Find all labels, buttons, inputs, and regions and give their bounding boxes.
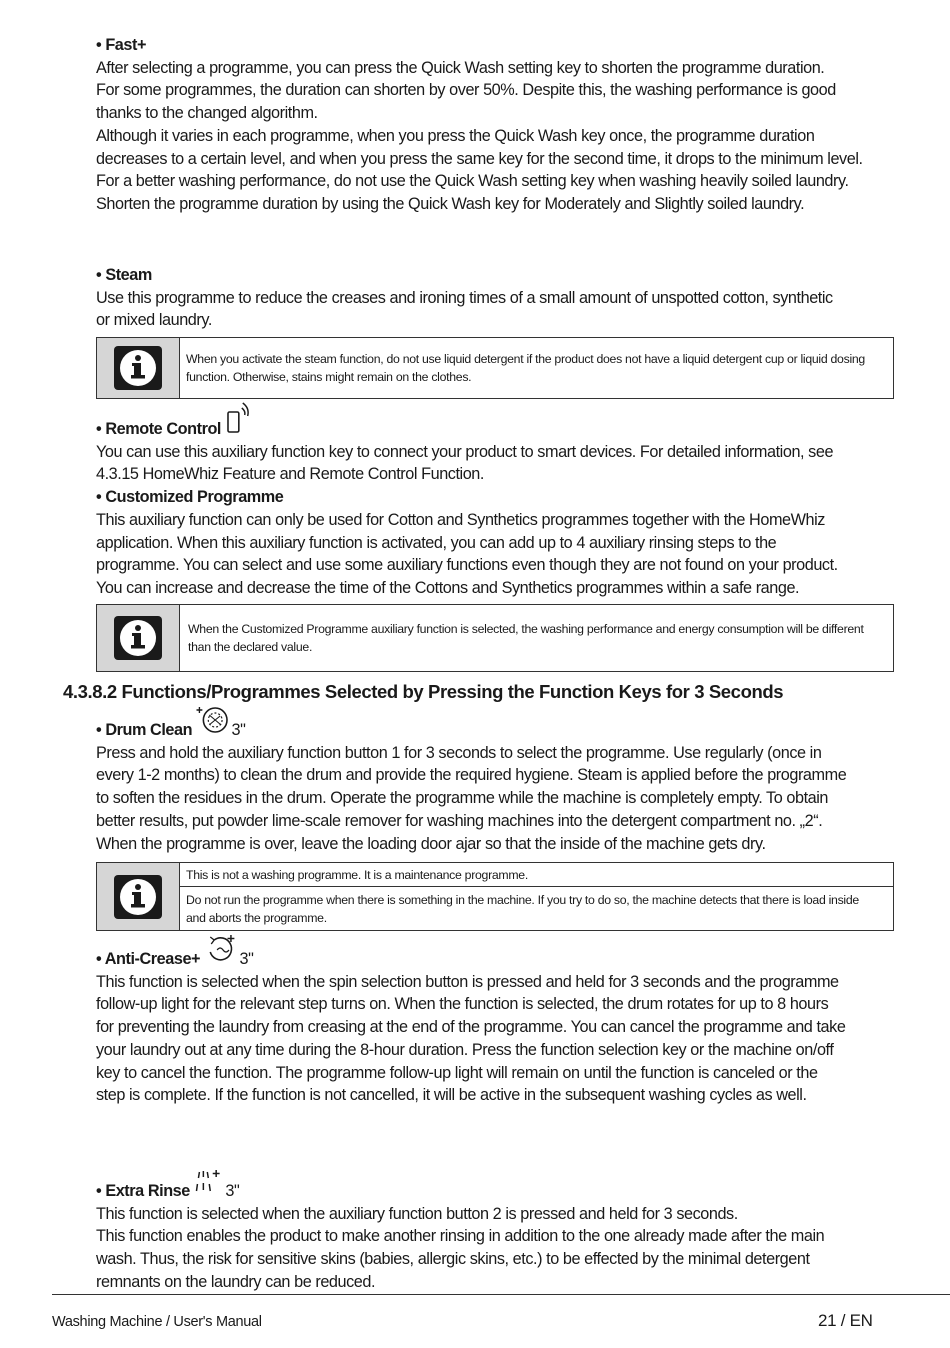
extra-rinse-duration: 3" — [225, 1182, 240, 1200]
anti-crease-duration: 3" — [239, 950, 254, 968]
anti-crease-line: follow-up light for the relevant step turns on. When the function is selected, the drum rotates for up to 8 hours — [96, 995, 829, 1014]
remote-control-line: 4.3.15 HomeWhiz Feature and Remote Control Function. — [96, 465, 484, 484]
customized-programme-line: You can increase and decrease the time of the Cottons and Synthetics programmes within a safe range. — [96, 578, 800, 597]
anti-crease-line: This function is selected when the spin selection button is pressed and held for 3 seconds and the programme — [96, 972, 839, 991]
drum-clean-heading-row — [96, 705, 884, 742]
info-icon — [113, 874, 163, 920]
anti-crease-section — [96, 934, 884, 1107]
anti-crease-line: key to cancel the function. The programme follow-up light will remain on until the function is canceled or the — [96, 1063, 818, 1082]
fast-plus-line: Shorten the programme duration by using the Quick Wash key for Moderately and Slightly soiled laundry. — [96, 194, 805, 213]
customized-programme-line: application. When this auxiliary function is activated, you can add up to 4 auxiliary rinsing steps to the — [96, 533, 777, 552]
steam-line: or mixed laundry. — [96, 311, 212, 330]
extra-rinse-line: wash. Thus, the risk for sensitive skins (babies, allergic skins, etc.) to be effected by the minimal detergent — [96, 1250, 810, 1269]
fast-plus-line: decreases to a certain level, and when you press the same key for the second time, it drops to the minimum level. — [96, 149, 863, 168]
footer-page-number: 21 / EN — [818, 1311, 873, 1330]
anti-crease-line: your laundry out at any time during the 8-hour duration. Press the function selection key or the machine on/off — [96, 1040, 834, 1059]
drum-clean-duration: 3" — [231, 721, 246, 739]
drum-clean-line: to soften the residues in the drum. Operate the programme while the machine is completely empty. To obtain — [96, 789, 829, 808]
drum-clean-info-note — [96, 862, 894, 931]
info-icon-cell — [97, 338, 180, 398]
customized-note-text: When the Customized Programme auxiliary function is selected, the washing performance and energy consumption will be different than the declared value. — [188, 622, 864, 654]
remote-control-line: You can use this auxiliary function key to connect your product to smart devices. For detailed information, see — [96, 442, 834, 461]
anti-crease-line: step is complete. If the function is not cancelled, it will be active in the subsequent washing cycles as well. — [96, 1086, 807, 1105]
anti-crease-heading: • Anti-Crease+ — [96, 950, 201, 968]
fast-plus-line: Although it varies in each programme, when you press the Quick Wash key once, the programme duration — [96, 126, 815, 145]
info-icon-cell — [97, 863, 180, 930]
fast-plus-line: For a better washing performance, do not use the Quick Wash setting key when washing heavily soiled laundry. — [96, 172, 849, 191]
extra-rinse-heading-row — [96, 1168, 884, 1203]
info-icon — [113, 615, 163, 661]
steam-section — [96, 264, 884, 332]
drum-clean-line: Press and hold the auxiliary function button 1 for 3 seconds to select the programme. Use regularly (once in — [96, 743, 822, 762]
anti-crease-icon — [204, 934, 239, 971]
fast-plus-section — [96, 34, 884, 216]
drum-clean-note-row: This is not a washing programme. It is a maintenance programme. — [186, 868, 528, 882]
drum-clean-icon — [196, 705, 231, 742]
fast-plus-line: thanks to the changed algorithm. — [96, 104, 318, 123]
customized-programme-line: programme. You can select and use some auxiliary functions even though they are not found on your product. — [96, 556, 838, 575]
extra-rinse-heading: • Extra Rinse — [96, 1182, 190, 1200]
steam-line: Use this programme to reduce the creases and ironing times of a small amount of unspotted cotton, synthetic — [96, 288, 833, 307]
smartphone-signal-icon — [225, 402, 253, 441]
extra-rinse-line: This function is selected when the auxiliary function button 2 is pressed and held for 3 seconds. — [96, 1204, 738, 1223]
drum-clean-note-row: Do not run the programme when there is something in the machine. If you try to do so, the machine detects that there is load inside and aborts the programme. — [180, 886, 893, 929]
anti-crease-heading-row — [96, 934, 884, 971]
drum-clean-section — [96, 705, 884, 855]
extra-rinse-section — [96, 1168, 884, 1294]
drum-clean-line: every 1-2 months) to clean the drum and provide the required hygiene. Steam is applied before the programme — [96, 766, 847, 785]
steam-heading: • Steam — [96, 266, 152, 284]
steam-note-text: When you activate the steam function, do not use liquid detergent if the product does not have a liquid detergent cup or liquid dosing function. Otherwise, stains might remain on the clothes. — [186, 352, 865, 384]
info-icon-cell — [97, 605, 180, 671]
remote-control-section — [96, 402, 884, 600]
remote-control-heading: • Remote Control — [96, 420, 222, 438]
remote-control-heading-row — [96, 402, 884, 441]
drum-clean-heading: • Drum Clean — [96, 721, 193, 739]
customized-programme-heading: • Customized Programme — [96, 488, 284, 507]
steam-info-note — [96, 337, 894, 399]
section-title: 4.3.8.2 Functions/Programmes Selected by Pressing the Function Keys for 3 Seconds — [63, 681, 784, 702]
fast-plus-line: For some programmes, the duration can shorten by over 50%. Despite this, the washing performance is good — [96, 81, 836, 100]
fast-plus-heading: • Fast+ — [96, 36, 147, 54]
extra-rinse-line: This function enables the product to make another rinsing in addition to the one already made after the main — [96, 1227, 825, 1246]
footer-manual-title: Washing Machine / User's Manual — [52, 1314, 262, 1330]
customized-info-note — [96, 604, 894, 672]
drum-clean-line: better results, put powder lime-scale remover for washing machines into the detergent compartment no. „2“. — [96, 811, 823, 830]
anti-crease-line: for preventing the laundry from creasing at the end of the programme. You can cancel the programme and take — [96, 1018, 846, 1037]
info-icon — [113, 345, 163, 391]
footer-divider — [52, 1294, 950, 1295]
extra-rinse-line: remnants on the laundry can be reduced. — [96, 1272, 376, 1291]
customized-programme-line: This auxiliary function can only be used for Cotton and Synthetics programmes together with the HomeWhiz — [96, 510, 825, 529]
fast-plus-line: After selecting a programme, you can press the Quick Wash setting key to shorten the programme duration. — [96, 58, 825, 77]
extra-rinse-icon — [194, 1168, 226, 1203]
drum-clean-line: When the programme is over, leave the loading door ajar so that the inside of the machine gets dry. — [96, 834, 766, 853]
